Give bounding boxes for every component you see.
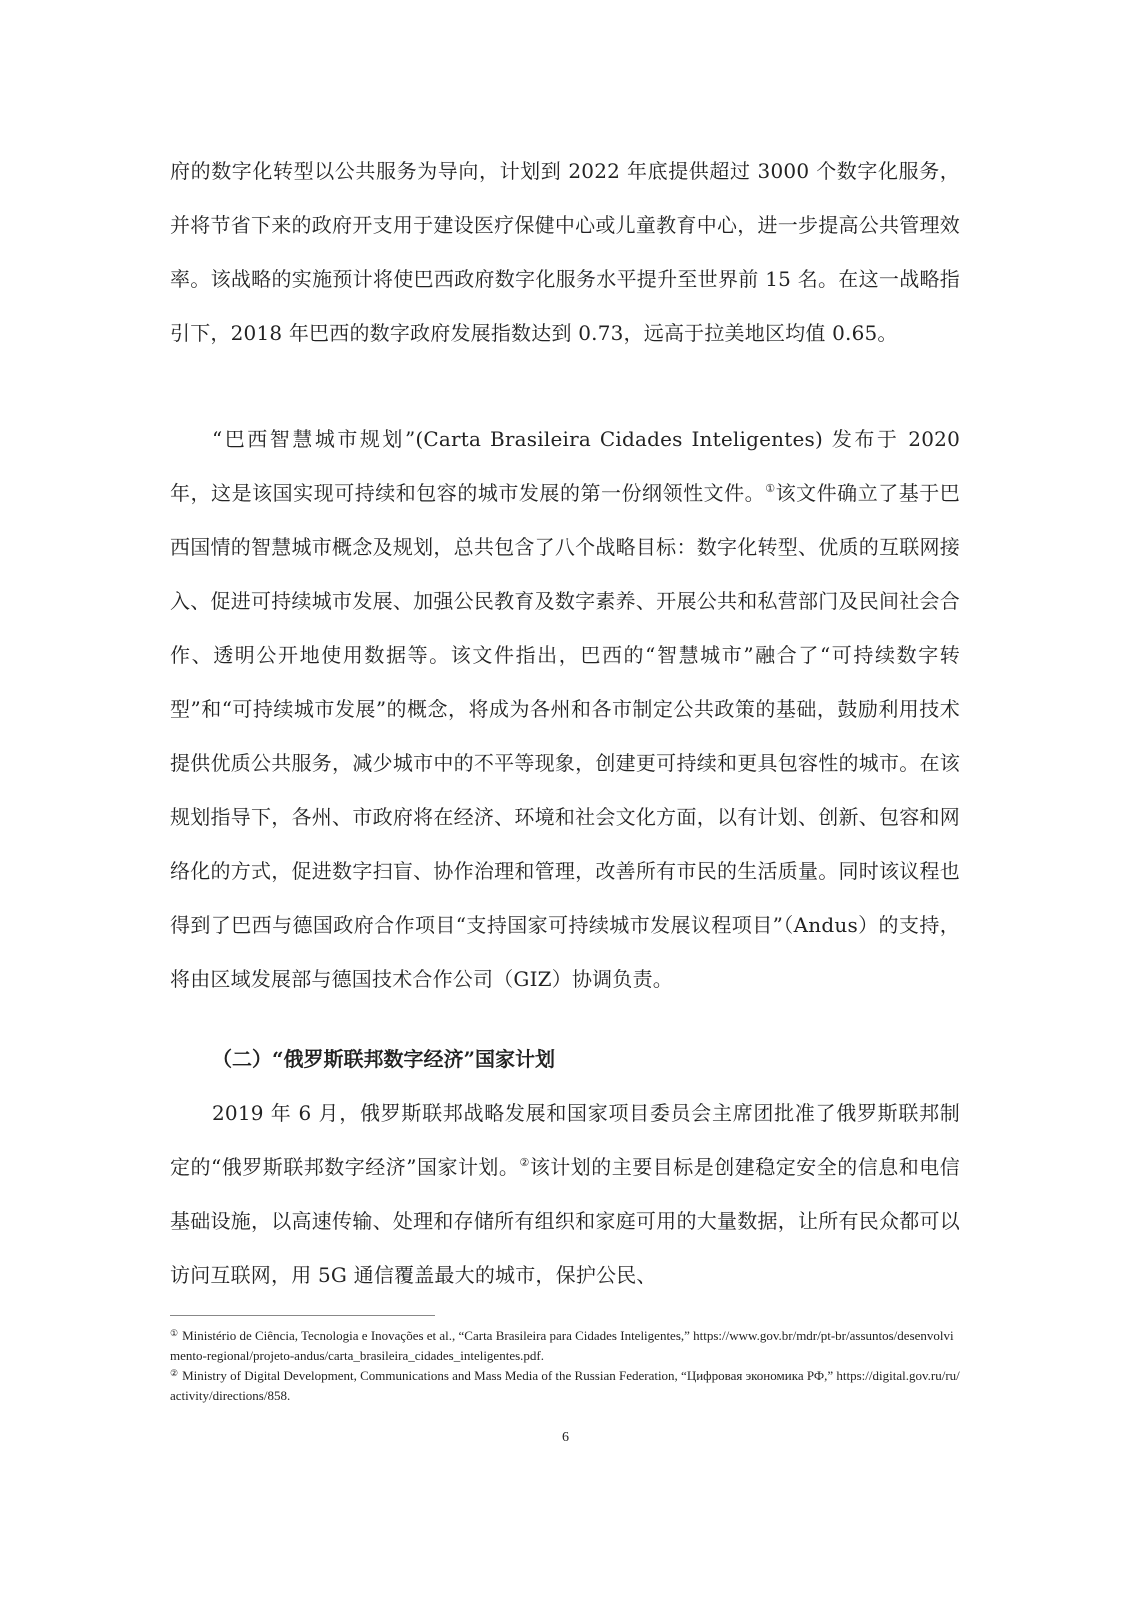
footnote-divider: [170, 1315, 435, 1316]
body-paragraph-2: [170, 412, 960, 1006]
footnote-reference-2[interactable]: ②: [519, 1156, 530, 1169]
body-paragraph-1: 府的数字化转型以公共服务为导向，计划到 2022 年底提供超过 3000 个数字化服务，并将节省下来的政府开支用于建设医疗保健中心或儿童教育中心，进一步提高公共管理效率。该战略的实施预计将使巴西政府数字化服务水平提升至世界前 15 名。在这一战略指引下，2018 年巴西的数字政府发展指数达到 0.73，远高于拉美地区均值 0.65。: [170, 159, 960, 345]
page-number: 6: [562, 1430, 569, 1445]
paragraph-2-text-b: 该文件确立了基于巴西国情的智慧城市概念及规划，总共包含了八个战略目标：数字化转型、优质的互联网接入、促进可持续城市发展、加强公民教育及数字素养、开展公共和私营部门及民间社会合作、透明公开地使用数据等。该文件指出，巴西的“智慧城市”融合了“可持续数字转型”和“可持续城市发展”的概念，将成为各州和各市制定公共政策的基础，鼓励利用技术提供优质公共服务，减少城市中的不平等现象，创建更可持续和更具包容性的城市。在该规划指导下，各州、市政府将在经济、环境和社会文化方面，以有计划、创新、包容和网络化的方式，促进数字扫盲、协作治理和管理，改善所有市民的生活质量。同时该议程也得到了巴西与德国政府合作项目“支持国家可持续城市发展议程项目”（Andus）的支持，将由区域发展部与德国技术合作公司（GIZ）协调负责。: [170, 481, 960, 991]
footnote-1-marker: ①: [170, 1328, 179, 1338]
body-paragraph-3: [170, 1086, 960, 1302]
footnotes: [170, 1326, 960, 1406]
section-heading: （二）“俄罗斯联邦数字经济”国家计划: [212, 1047, 556, 1071]
footnote-1: [170, 1326, 960, 1366]
paragraph-3-text-a: 2019 年 6 月，俄罗斯联邦战略发展和国家项目委员会主席团批准了俄罗斯联邦制定的“俄罗斯联邦数字经济”国家计划。: [170, 1101, 960, 1179]
footnote-2: [170, 1366, 960, 1406]
footnote-2-marker: ②: [170, 1368, 179, 1378]
footnote-1-text: Ministério de Ciência, Tecnologia e Inovações et al., “Carta Brasileira para Cidades Inteligentes,” https://www.gov.br/mdr/pt-br/assuntos/desenvolvimento-regional/projeto-andus/carta_brasileira_cidades_inteligentes.pdf.: [170, 1328, 954, 1363]
paragraph-2-text-a: “巴西智慧城市规划”(Carta Brasileira Cidades Inteligentes) 发布于 2020 年，这是该国实现可持续和包容的城市发展的第一份纲领性文件。: [170, 427, 960, 505]
footnote-2-text: Ministry of Digital Development, Communications and Mass Media of the Russian Federation, “Цифровая экономика РФ,” https://digital.gov.ru/ru/activity/directions/858.: [170, 1368, 960, 1403]
footnote-reference-1[interactable]: ①: [765, 482, 776, 495]
paragraph-3-text-b: 该计划的主要目标是创建稳定安全的信息和电信基础设施，以高速传输、处理和存储所有组织和家庭可用的大量数据，让所有民众都可以访问互联网，用 5G 通信覆盖最大的城市，保护公民、: [170, 1155, 960, 1287]
